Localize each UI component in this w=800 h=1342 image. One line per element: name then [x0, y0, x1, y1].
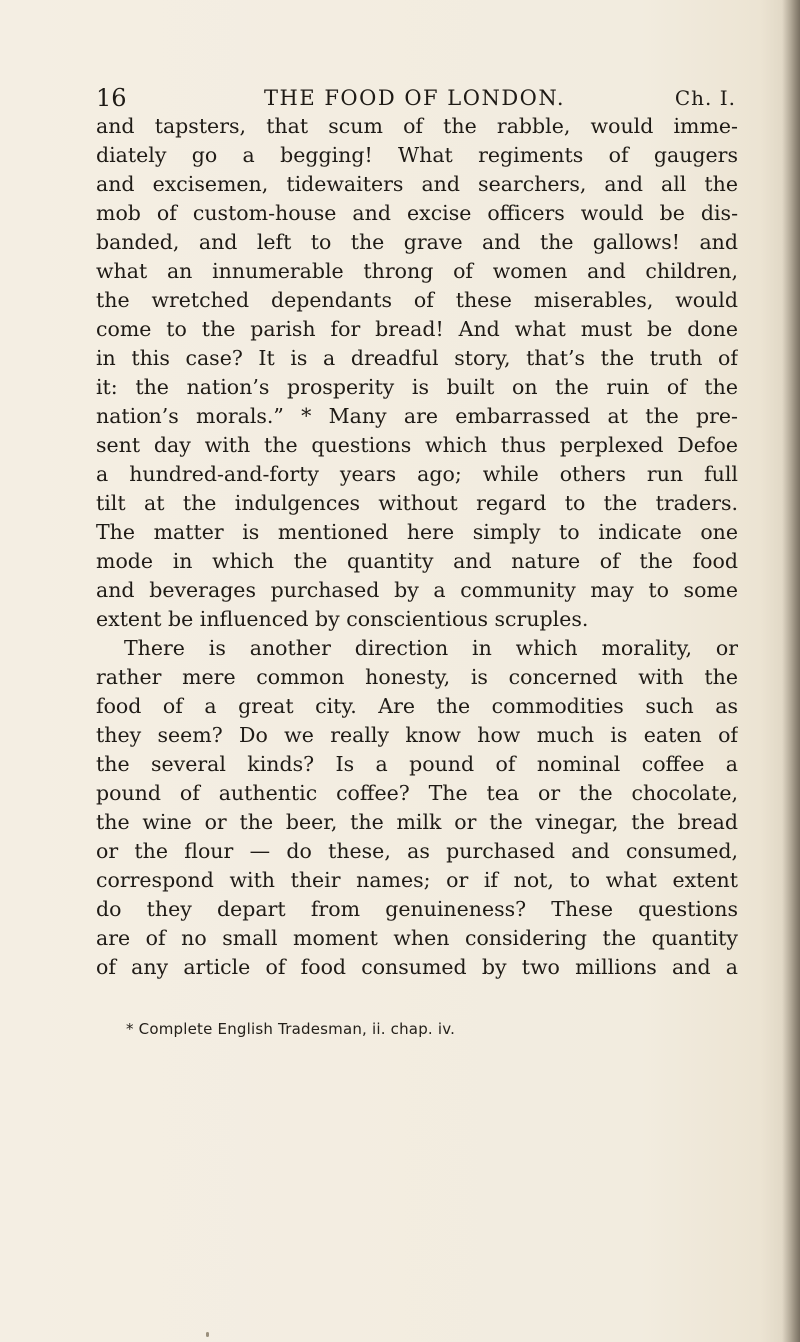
text-line: and tapsters, that scum of the rabble, would imme-: [96, 114, 738, 138]
text-line: come to the parish for bread! And what must be done: [96, 317, 738, 341]
running-title: THE FOOD OF LONDON.: [264, 86, 566, 110]
text-line: correspond with their names; or if not, to what extent: [96, 868, 738, 892]
text-line: tilt at the indulgences without regard to the traders.: [96, 491, 738, 515]
text-line: a hundred-and-forty years ago; while others run full: [96, 462, 738, 486]
page-number: 16: [96, 84, 127, 112]
text-line: it: the nation’s prosperity is built on the ruin of the: [96, 375, 738, 399]
text-line: mob of custom-house and excise officers would be dis-: [96, 201, 738, 225]
text-line: rather mere common honesty, is concerned with the: [96, 665, 738, 689]
text-line: The matter is mentioned here simply to indicate one: [96, 520, 738, 544]
text-line: the several kinds? Is a pound of nominal coffee a: [96, 752, 738, 776]
text-line: food of a great city. Are the commodities such as: [96, 694, 738, 718]
text-line: There is another direction in which morality, or: [124, 636, 738, 660]
running-head: [96, 84, 736, 114]
page-edge-shadow: [782, 0, 800, 1342]
text-line: the wretched dependants of these miserables, would: [96, 288, 738, 312]
text-line: the wine or the beer, the milk or the vinegar, the bread: [96, 810, 738, 834]
text-line: diately go a begging! What regiments of gaugers: [96, 143, 738, 167]
text-line: of any article of food consumed by two millions and a: [96, 955, 738, 979]
footnote: * Complete English Tradesman, ii. chap. iv.: [126, 1020, 456, 1038]
paper-speck: [206, 1332, 209, 1337]
text-line: in this case? It is a dreadful story, that’s the truth of: [96, 346, 738, 370]
text-line: extent be influenced by conscientious scruples.: [96, 607, 589, 631]
text-line: mode in which the quantity and nature of the food: [96, 549, 738, 573]
text-line: they seem? Do we really know how much is eaten of: [96, 723, 738, 747]
body-text: [96, 112, 738, 982]
text-line: and beverages purchased by a community may to some: [96, 578, 738, 602]
text-line: banded, and left to the grave and the gallows! and: [96, 230, 738, 254]
text-line: pound of authentic coffee? The tea or the chocolate,: [96, 781, 738, 805]
text-line: what an innumerable throng of women and children,: [96, 259, 738, 283]
text-line: sent day with the questions which thus perplexed Defoe: [96, 433, 738, 457]
text-line: or the flour — do these, as purchased and consumed,: [96, 839, 738, 863]
text-line: and excisemen, tidewaiters and searchers, and all the: [96, 172, 738, 196]
text-line: do they depart from genuineness? These questions: [96, 897, 738, 921]
text-line: are of no small moment when considering the quantity: [96, 926, 738, 950]
chapter-label: Ch. I.: [674, 86, 736, 110]
text-line: nation’s morals.” * Many are embarrassed at the pre-: [96, 404, 738, 428]
